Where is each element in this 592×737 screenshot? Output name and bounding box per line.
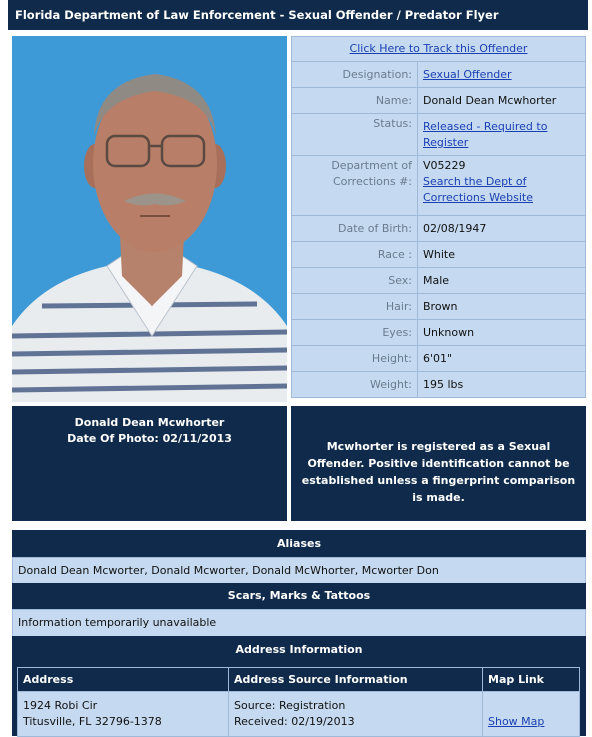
designation-label: Designation:	[292, 62, 418, 88]
hair-label: Hair:	[292, 294, 418, 320]
page-title: Florida Department of Law Enforcement - Sexual Offender / Predator Flyer	[15, 8, 499, 22]
photo-caption	[12, 406, 287, 521]
race-label: Race :	[292, 242, 418, 268]
eyes-value: Unknown	[418, 320, 586, 346]
aliases-heading: Aliases	[12, 530, 586, 557]
address-column-header: Address	[18, 668, 229, 692]
track-row	[292, 37, 586, 62]
scars-section	[12, 583, 586, 637]
address-city: Titusville, FL 32796-1378	[23, 715, 162, 728]
address-heading: Address Information	[12, 636, 586, 663]
hair-value: Brown	[418, 294, 586, 320]
doc-label: Department of Corrections #:	[292, 156, 418, 216]
doc-search-link[interactable]: Search the Dept of Corrections Website	[423, 175, 533, 204]
photo-date: Date Of Photo: 02/11/2013	[67, 432, 232, 445]
map-column-header: Map Link	[483, 668, 580, 692]
name-label: Name:	[292, 88, 418, 114]
page-header	[8, 0, 588, 30]
race-value: White	[418, 242, 586, 268]
source-column-header: Address Source Information	[229, 668, 483, 692]
sex-value: Male	[418, 268, 586, 294]
status-link[interactable]: Released - Required to Register	[423, 119, 548, 149]
dob-label: Date of Birth:	[292, 216, 418, 242]
offender-details-table	[291, 36, 586, 398]
address-street: 1924 Robi Cir	[23, 699, 98, 712]
offender-name: Donald Dean Mcwhorter	[74, 416, 225, 429]
name-value: Donald Dean Mcwhorter	[418, 88, 586, 114]
weight-value: 195 lbs	[418, 372, 586, 398]
doc-number: V05229	[423, 159, 466, 172]
address-row	[18, 692, 580, 737]
aliases-section	[12, 530, 586, 584]
aliases-text: Donald Dean Mcworter, Donald Mcworter, Donald McWhorter, Mcworter Don	[12, 557, 586, 584]
height-value: 6'01"	[418, 346, 586, 372]
address-source: Source: Registration	[234, 699, 346, 712]
scars-heading: Scars, Marks & Tattoos	[12, 583, 586, 609]
status-label: Status:	[292, 114, 418, 156]
address-received: Received: 02/19/2013	[234, 715, 355, 728]
eyes-label: Eyes:	[292, 320, 418, 346]
height-label: Height:	[292, 346, 418, 372]
designation-link[interactable]: Sexual Offender	[423, 67, 512, 81]
track-offender-link[interactable]: Click Here to Track this Offender	[349, 42, 528, 55]
address-table	[17, 667, 580, 737]
identification-notice: Mcwhorter is registered as a Sexual Offender. Positive identification cannot be established unless a fingerprint comparison is made.	[291, 406, 586, 521]
sex-label: Sex:	[292, 268, 418, 294]
scars-text: Information temporarily unavailable	[12, 609, 586, 637]
show-map-link[interactable]: Show Map	[488, 715, 545, 728]
dob-value: 02/08/1947	[418, 216, 586, 242]
offender-photo	[12, 36, 287, 402]
weight-label: Weight:	[292, 372, 418, 398]
